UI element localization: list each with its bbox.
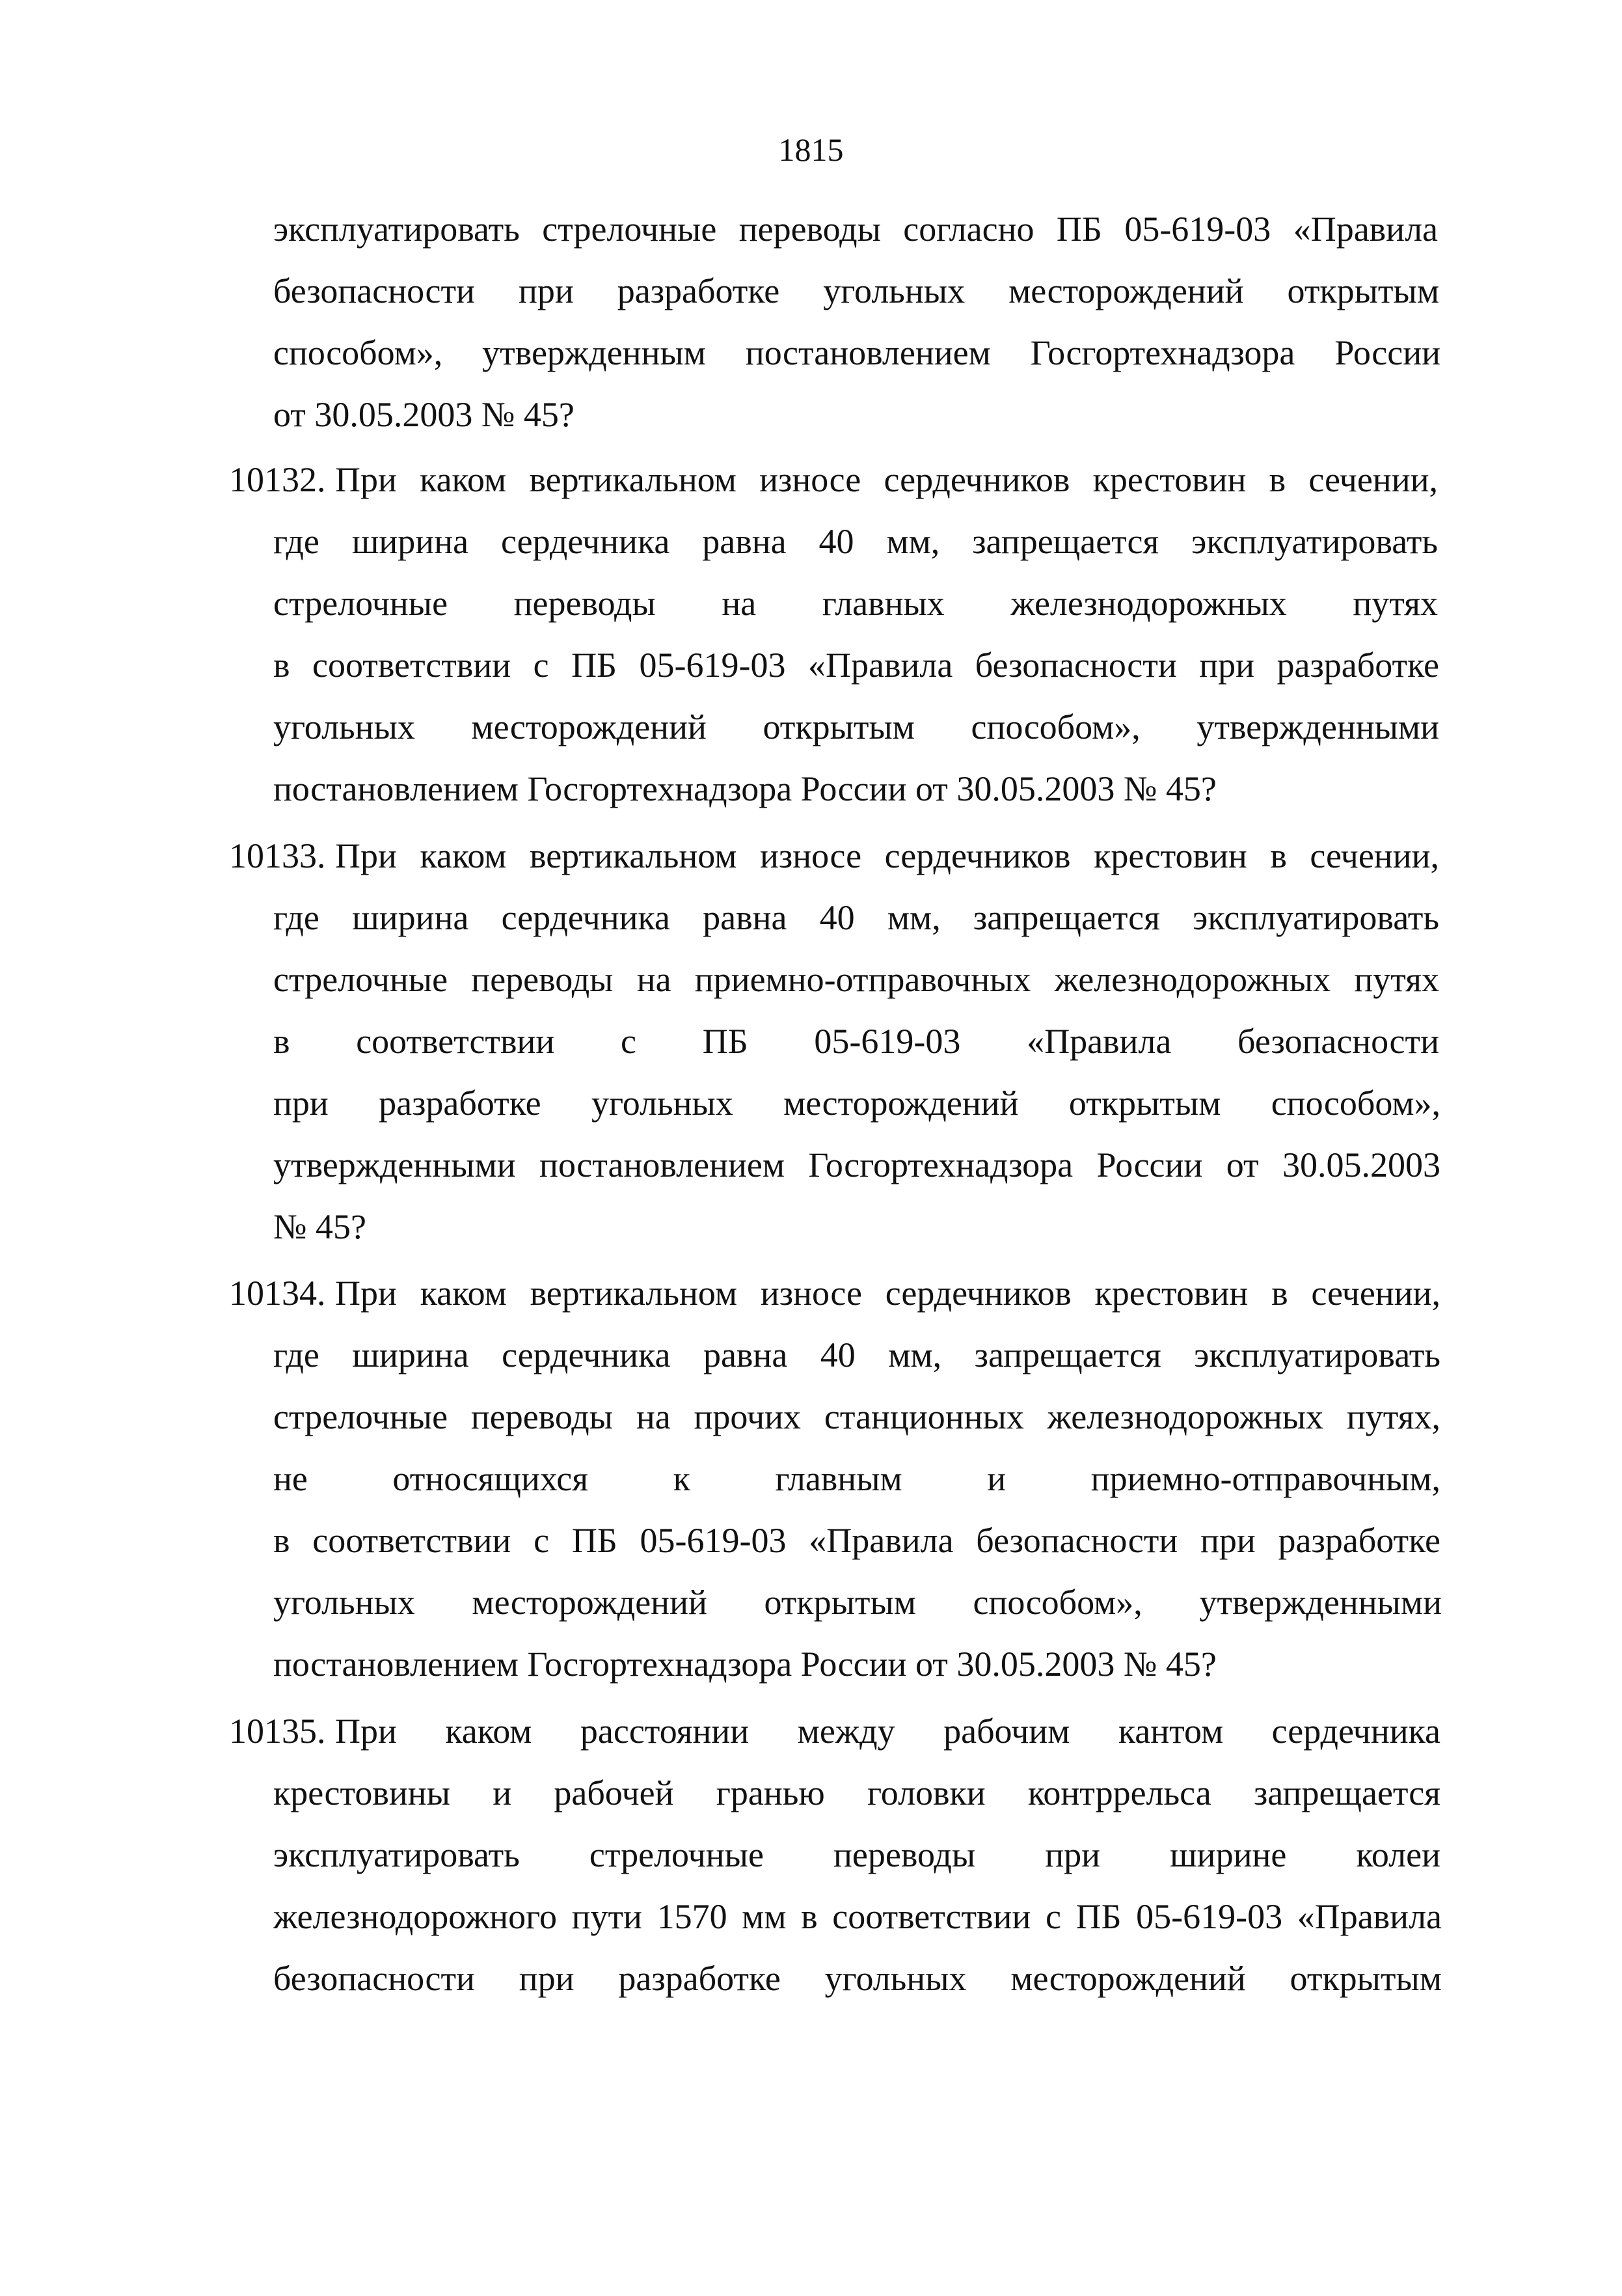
paragraph-line: в соответствии с ПБ 05-619-03 «Правила безопасности при разработке <box>273 1521 1440 1560</box>
paragraph-line: где ширина сердечника равна 40 мм, запрещается эксплуатировать <box>273 1335 1440 1374</box>
paragraph-line: стрелочные переводы на прочих станционных железнодорожных путях, <box>273 1397 1440 1436</box>
question-number: 10135. <box>229 1712 326 1751</box>
paragraph-line: утвержденными постановлением Госгортехнадзора России от 30.05.2003 <box>273 1145 1440 1184</box>
paragraph-line: постановлением Госгортехнадзора России от 30.05.2003 № 45? <box>273 1645 1217 1684</box>
paragraph-line: безопасности при разработке угольных месторождений открытым <box>273 1959 1442 1998</box>
paragraph-line: безопасности при разработке угольных месторождений открытым <box>273 271 1439 310</box>
paragraph-line: способом», утвержденным постановлением Госгортехнадзора России <box>273 333 1440 372</box>
paragraph-line: постановлением Госгортехнадзора России от 30.05.2003 № 45? <box>273 769 1217 808</box>
paragraph-line: стрелочные переводы на главных железнодорожных путях <box>273 584 1438 623</box>
paragraph-line: При каком расстоянии между рабочим кантом сердечника <box>335 1712 1440 1751</box>
paragraph-line: крестовины и рабочей гранью головки контррельса запрещается <box>273 1773 1440 1812</box>
paragraph-line: в соответствии с ПБ 05-619-03 «Правила безопасности при разработке <box>273 646 1439 685</box>
question-number: 10133. <box>229 836 326 875</box>
paragraph-line: угольных месторождений открытым способом», утвержденными <box>273 1583 1442 1622</box>
page-number: 1815 <box>778 131 844 168</box>
paragraph-line: стрелочные переводы на приемно-отправочных железнодорожных путях <box>273 960 1439 999</box>
paragraph-line: При каком вертикальном износе сердечников крестовин в сечении, <box>335 1274 1440 1313</box>
paragraph-line: от 30.05.2003 № 45? <box>273 395 574 434</box>
paragraph-line: не относящихся к главным и приемно-отправочным, <box>273 1459 1440 1498</box>
paragraph-line: При каком вертикальном износе сердечников крестовин в сечении, <box>335 460 1438 499</box>
paragraph-line: при разработке угольных месторождений открытым способом», <box>273 1084 1440 1123</box>
paragraph-line: где ширина сердечника равна 40 мм, запрещается эксплуатировать <box>273 898 1439 937</box>
paragraph-line: эксплуатировать стрелочные переводы при ширине колеи <box>273 1835 1440 1874</box>
paragraph-line: угольных месторождений открытым способом», утвержденными <box>273 707 1439 746</box>
paragraph-line: № 45? <box>273 1207 366 1246</box>
paragraph-line: эксплуатировать стрелочные переводы согласно ПБ 05-619-03 «Правила <box>273 210 1438 249</box>
paragraph-line: где ширина сердечника равна 40 мм, запрещается эксплуатировать <box>273 522 1438 561</box>
paragraph-line: в соответствии с ПБ 05-619-03 «Правила безопасности <box>273 1022 1439 1061</box>
question-number: 10134. <box>229 1274 326 1313</box>
paragraph-line: железнодорожного пути 1570 мм в соответствии с ПБ 05-619-03 «Правила <box>273 1897 1442 1936</box>
question-number: 10132. <box>229 460 326 499</box>
paragraph-line: При каком вертикальном износе сердечников крестовин в сечении, <box>335 836 1439 875</box>
